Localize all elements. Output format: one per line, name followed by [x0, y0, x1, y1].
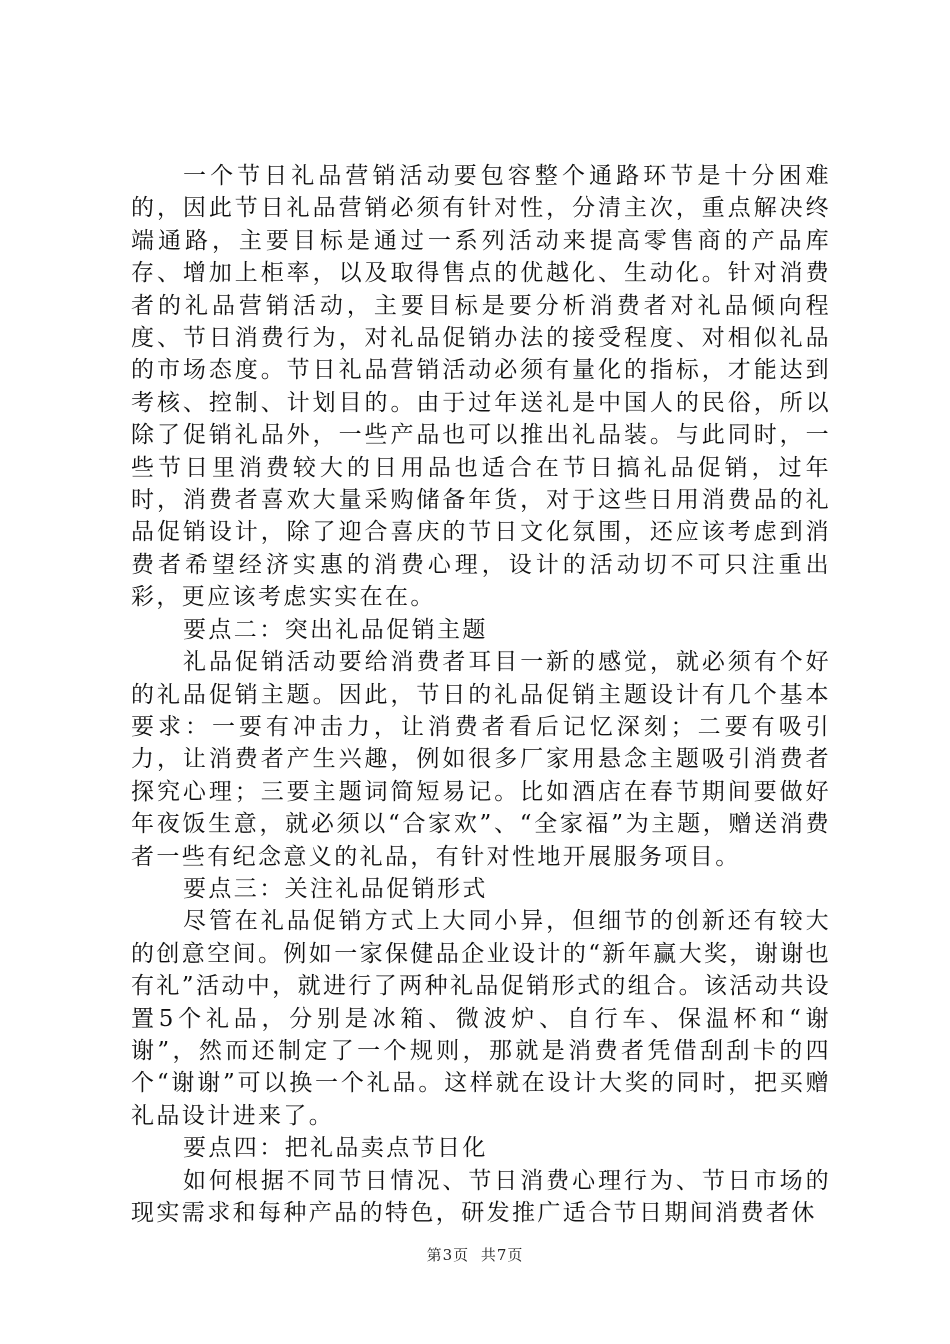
- document-body: [131, 160, 831, 1229]
- page-total: 共7页: [480, 1246, 524, 1264]
- body-paragraph: 尽管在礼品促销方式上大同小异，但细节的创新还有较大的创意空间。例如一家保健品企业设计的“新年赢大奖，谢谢也有礼”活动中，就进行了两种礼品促销形式的组合。该活动共设置5个礼品，分别是冰箱、微波炉、自行车、保温杯和“谢谢”，然而还制定了一个规则，那就是消费者凭借刮刮卡的四个“谢谢”可以换一个礼品。这样就在设计大奖的同时，把买赠礼品设计进来了。: [131, 908, 831, 1129]
- section-heading: 要点三：关注礼品促销形式: [183, 875, 488, 902]
- section-heading: 要点二：突出礼品促销主题: [183, 616, 488, 643]
- page-number: 第3页: [426, 1246, 470, 1264]
- page-footer: [0, 1244, 950, 1265]
- body-paragraph: 如何根据不同节日情况、节日消费心理行为、节日市场的现实需求和每种产品的特色，研发推广适合节日期间消费者休: [131, 1167, 831, 1226]
- body-paragraph: 礼品促销活动要给消费者耳目一新的感觉，就必须有个好的礼品促销主题。因此，节日的礼品促销主题设计有几个基本要求：一要有冲击力，让消费者看后记忆深刻；二要有吸引力，让消费者产生兴趣，例如很多厂家用悬念主题吸引消费者探究心理；三要主题词简短易记。比如酒店在春节期间要做好年夜饭生意，就必须以“合家欢”、“全家福”为主题，赠送消费者一些有纪念意义的礼品，有针对性地开展服务项目。: [131, 649, 831, 870]
- section-heading: 要点四：把礼品卖点节日化: [183, 1135, 488, 1162]
- body-paragraph: 一个节日礼品营销活动要包容整个通路环节是十分困难的，因此节日礼品营销必须有针对性，分清主次，重点解决终端通路，主要目标是通过一系列活动来提高零售商的产品库存、增加上柜率，以及取得售点的优越化、生动化。针对消费者的礼品营销活动，主要目标是要分析消费者对礼品倾向程度、节日消费行为，对礼品促销办法的接受程度、对相似礼品的市场态度。节日礼品营销活动必须有量化的指标，才能达到考核、控制、计划目的。由于过年送礼是中国人的民俗，所以除了促销礼品外，一些产品也可以推出礼品装。与此同时，一些节日里消费较大的日用品也适合在节日搞礼品促销，过年时，消费者喜欢大量采购储备年货，对于这些日用消费品的礼品促销设计，除了迎合喜庆的节日文化氛围，还应该考虑到消费者希望经济实惠的消费心理，设计的活动切不可只注重出彩，更应该考虑实实在在。: [131, 163, 831, 611]
